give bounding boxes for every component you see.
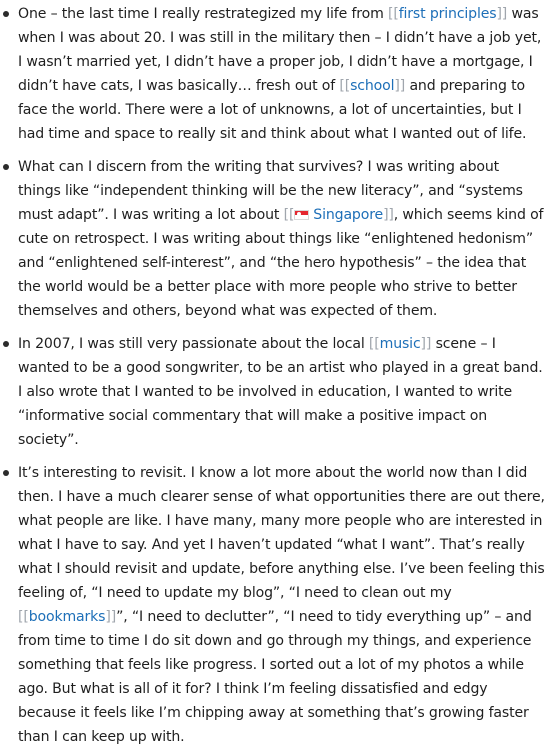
block-text: It’s interesting to revisit. I know a lot more about the world now than I did then. I have a much clearer sense of what opportunities there are out there, what people are like. I have many, many more people who are interested in what I have to say. And yet I haven’t updated “what I want”. That’s really what I should revisit and update, before anything else. I’ve been feeling this feeling of, “I need to update my blog”, “I need to clean out my: [18, 465, 545, 601]
bullet-dot-icon[interactable]: [3, 470, 9, 476]
block-text: One – the last time I really restrategized my life from: [18, 6, 388, 22]
bullet-block: [0, 2, 545, 146]
link-open-brackets: [[: [283, 207, 295, 223]
link-close-brackets: ]]: [496, 6, 508, 22]
bullet-dot-icon[interactable]: [3, 164, 9, 170]
block-text: scene – I wanted to be a good songwriter, to be an artist who played in a great band. I also wrote that I wanted to be involved in education, I wanted to write “informative social commentary that will make a positive impact on society”.: [18, 336, 543, 448]
singapore-flag-icon: [294, 210, 309, 220]
link-open-brackets: [[: [368, 336, 380, 352]
link-label[interactable]: Singapore: [313, 207, 384, 223]
block-content[interactable]: [18, 465, 545, 745]
block-text: What can I discern from the writing that survives? I was writing about things like “independent thinking will be the new literacy”, and “systems must adapt”. I was writing a lot about: [18, 159, 523, 223]
block-text: In 2007, I was still very passionate about the local: [18, 336, 369, 352]
link-open-brackets: [[: [18, 609, 29, 625]
bullet-block: [0, 461, 545, 749]
link-label[interactable]: school: [350, 78, 395, 94]
bullet-list: [0, 2, 545, 749]
block-text: was when I was about 20. I was still in the military then – I didn’t have a job yet, I wasn’t married yet, I didn’t have a proper job, I didn’t have a mortgage, I didn’t have cats, I was basically… fresh out of: [18, 6, 542, 94]
link-label[interactable]: music: [379, 336, 421, 352]
bullet-block: [0, 332, 545, 452]
page-reference-link[interactable]: [388, 6, 507, 22]
bullet-dot-icon[interactable]: [3, 11, 9, 17]
page-reference-link[interactable]: [339, 78, 405, 94]
block-text: , which seems kind of cute on retrospect. I was writing about things like “enlightened hedonism” and “enlightened self-interest”, and “the hero hypothesis” – the idea that the world would be a better place with more people who strive to better themselves and others, beyond what was expected of them.: [18, 207, 544, 319]
link-open-brackets: [[: [388, 6, 399, 22]
block-content[interactable]: [18, 6, 541, 142]
bullet-block: [0, 155, 545, 323]
bullet-dot-icon[interactable]: [3, 341, 9, 347]
link-label[interactable]: first principles: [398, 6, 497, 22]
link-open-brackets: [[: [339, 78, 351, 94]
block-text: and preparing to face the world. There were a lot of unknowns, a lot of uncertainties, but I had time and space to really sit and think about what I wanted out of life.: [18, 78, 527, 142]
block-content[interactable]: [18, 336, 543, 448]
link-close-brackets: ]]: [394, 78, 406, 94]
link-close-brackets: ]]: [105, 609, 117, 625]
link-label[interactable]: bookmarks: [28, 609, 106, 625]
page-reference-link[interactable]: [369, 336, 431, 352]
page-reference-link[interactable]: [284, 207, 394, 223]
page-reference-link[interactable]: [18, 609, 116, 625]
block-content[interactable]: [18, 159, 543, 319]
block-text: ”, “I need to declutter”, “I need to tidy everything up” – and from time to time I do sit down and go through my things, and experience something that feels like progress. I sorted out a lot of my photos a while ago. But what is all of it for? I think I’m feeling dissatisfied and edgy because it feels like I’m chipping away at something that’s growing faster than I can keep up with.: [18, 609, 532, 745]
link-close-brackets: ]]: [383, 207, 394, 223]
link-close-brackets: ]]: [420, 336, 432, 352]
